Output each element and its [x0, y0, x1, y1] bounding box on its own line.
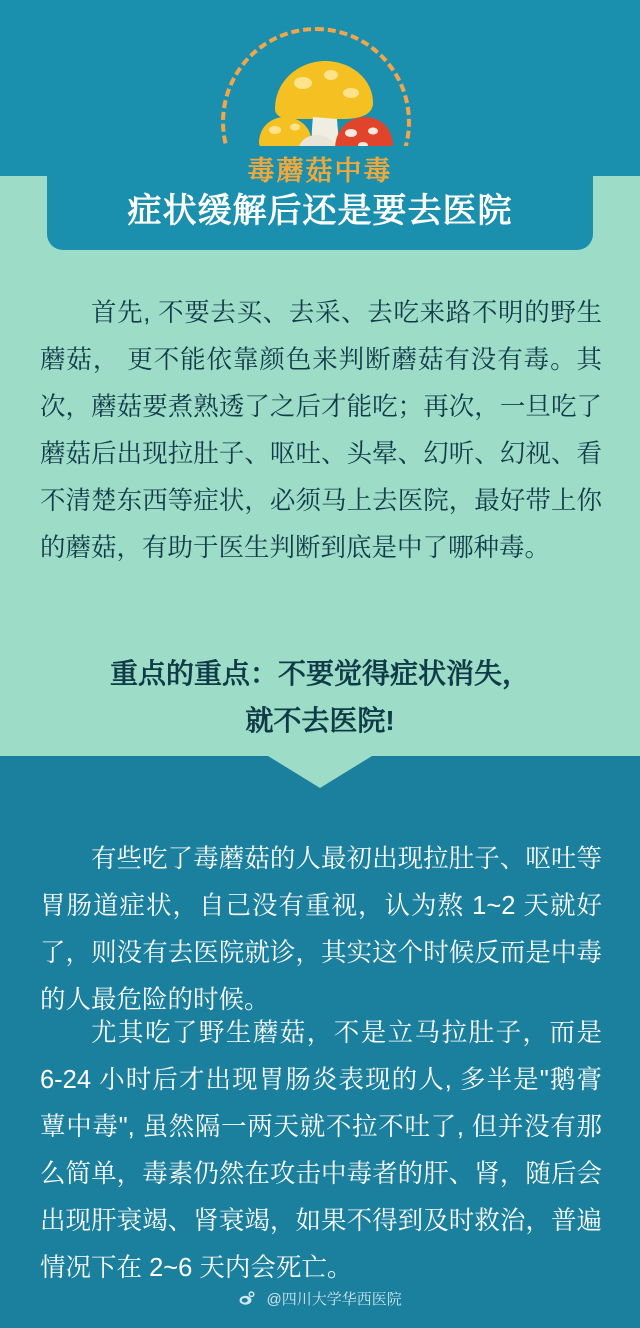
blue-content-section — [0, 756, 640, 1328]
symptom-paragraph-2: 尤其吃了野生蘑菇，不是立马拉肚子，而是 6-24 小时后才出现胃肠炎表现的人, 多半是"鹅膏蕈中毒", 虽然隔一两天就不拉不吐了, 但并没有那么简单，毒素仍然在攻击中毒者的肝、肾，随后会出现肝衰竭、肾衰竭，如果不得到及时救治，普遍情况下在 2~6 天内会死亡。 — [40, 1019, 602, 1282]
key-point-line-2: 就不去医院! — [245, 705, 395, 736]
symptom-paragraph-1: 有些吃了毒蘑菇的人最初出现拉肚子、呕吐等胃肠道症状，自己没有重视，认为熬 1~2 天就好了，则没有去医院就诊，其实这个时候反而是中毒的人最危险的时候。 — [40, 845, 602, 1014]
footer-account-name: @四川大学华西医院 — [266, 1291, 402, 1309]
green-content-section — [0, 250, 640, 756]
key-point-line-1: 重点的重点：不要觉得症状消失， — [109, 658, 530, 689]
advice-paragraph: 首先, 不要去买、去采、去吃来路不明的野生蘑菇， 更不能依靠颜色来判断蘑菇有没有毒。其次，蘑菇要煮熟透了之后才能吃；再次，一旦吃了蘑菇后出现拉肚子、呕吐、头晕、幻听、幻视、看不清楚东西等症状，必须马上去医院，最好带上你的蘑菇，有助于医生判断到底是中了哪种毒。 — [40, 299, 602, 562]
footer-credit — [0, 1289, 640, 1314]
section-divider-notch — [268, 756, 372, 788]
title-subtitle: 毒蘑菇中毒 — [247, 156, 393, 186]
title-plate — [47, 146, 593, 250]
key-point-callout — [40, 650, 600, 744]
weibo-icon — [238, 1289, 256, 1314]
page-title: 症状缓解后还是要去医院 — [127, 192, 513, 230]
